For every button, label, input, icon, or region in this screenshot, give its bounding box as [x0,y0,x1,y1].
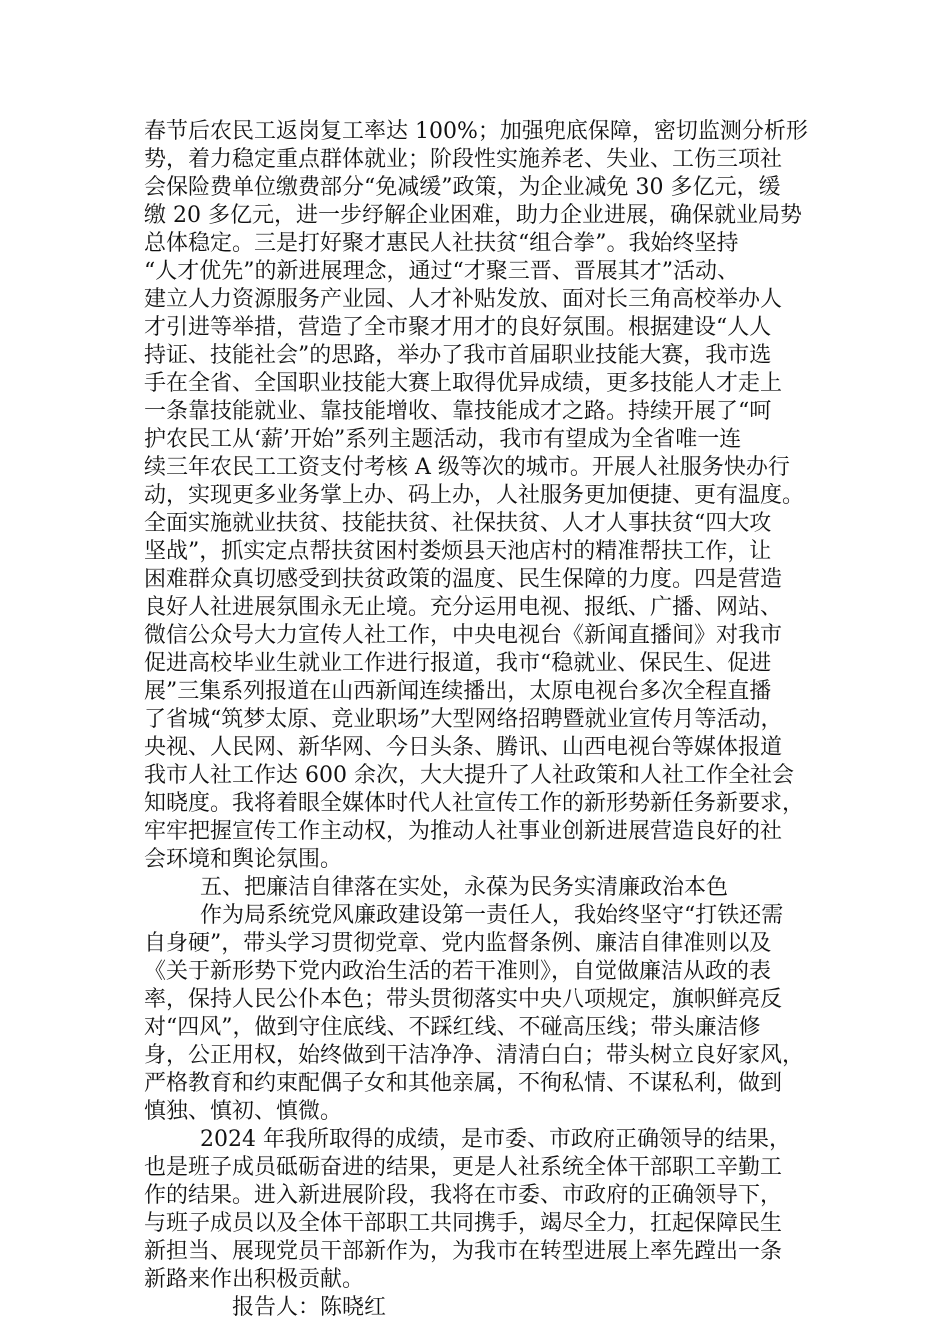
text-line: 我市人社工作达 600 余次，大大提升了人社政策和人社工作全社会 [144,763,794,788]
text-line: 会环境和舆论氛围。 [144,847,343,872]
text-line: 总体稳定。三是打好聚才惠民人社扶贫“组合拳”。我始终坚持 [144,231,739,256]
text-line: 作为局系统党风廉政建设第一责任人，我始终坚守“打铁还需 [200,903,784,928]
text-line: 困难群众真切感受到扶贫政策的温度、民生保障的力度。四是营造 [144,567,783,592]
text-line: 也是班子成员砥砺奋进的结果，更是人社系统全体干部职工辛勤工 [144,1155,783,1180]
text-line: 才引进等举措，营造了全市聚才用才的良好氛围。根据建设“人人 [144,315,772,340]
text-line: 护农民工从‘薪’开始”系列主题活动，我市有望成为全省唯一连 [144,427,742,452]
report-body [144,118,824,1322]
text-line: 央视、人民网、新华网、今日头条、腾讯、山西电视台等媒体报道 [144,735,783,760]
text-line: 动，实现更多业务掌上办、码上办，人社服务更加便捷、更有温度。 [144,483,805,508]
text-line: 一条靠技能就业、靠技能增收、靠技能成才之路。持续开展了“呵 [144,399,772,424]
text-line: 势，着力稳定重点群体就业；阶段性实施养老、失业、工伤三项社 [144,147,783,172]
text-line: 对“四风”，做到守住底线、不踩红线、不碰高压线；带头廉洁修 [144,1015,761,1040]
text-line: 促进高校毕业生就业工作进行报道，我市“稳就业、保民生、促进 [144,651,772,676]
text-line: 自身硬”，带头学习贯彻党章、党内监督条例、廉洁自律准则以及 [144,931,772,956]
text-line: 坚战”，抓实定点帮扶贫困村娄烦县天池店村的精准帮扶工作，让 [144,539,772,564]
text-line: 缴 20 多亿元，进一步纾解企业困难，助力企业进展，确保就业局势 [144,203,802,228]
text-line: “人才优先”的新进展理念，通过“才聚三晋、晋展其才”活动、 [144,259,739,284]
text-line: 慎独、慎初、慎微。 [144,1099,343,1124]
text-line: 良好人社进展氛围永无止境。充分运用电视、报纸、广播、网站、 [144,595,783,620]
text-line: 手在全省、全国职业技能大赛上取得优异成绩，更多技能人才走上 [144,371,783,396]
section-paragraph [144,902,824,1126]
text-line: 严格教育和约束配偶子女和其他亲属，不徇私情、不谋私利，做到 [144,1071,783,1096]
text-line: 持证、技能社会”的思路，举办了我市首届职业技能大赛，我市选 [144,343,772,368]
text-line: 建立人力资源服务产业园、人才补贴发放、面对长三角高校举办人 [144,287,783,312]
text-line: 了省城“筑梦太原、竞业职场”大型网络招聘暨就业宣传月等活动， [144,707,783,732]
text-line: 《关于新形势下党内政治生活的若干准则》，自觉做廉洁从政的表 [144,959,772,984]
text-line: 身，公正用权，始终做到干洁净净、清清白白；带头树立良好家风， [144,1043,805,1068]
text-line: 会保险费单位缴费部分“免减缓”政策，为企业减免 30 多亿元，缓 [144,175,781,200]
closing-paragraph [144,1126,824,1294]
text-line: 新担当、展现党员干部新作为，为我市在转型进展上率先蹚出一条 [144,1239,783,1264]
text-line: 知晓度。我将着眼全媒体时代人社宣传工作的新形势新任务新要求， [144,791,805,816]
text-line: 2024 年我所取得的成绩，是市委、市政府正确领导的结果， [200,1127,791,1152]
text-line: 续三年农民工工资支付考核 A 级等次的城市。开展人社服务快办行 [144,455,790,480]
text-line: 牢牢把握宣传工作主动权，为推动人社事业创新进展营造良好的社 [144,819,783,844]
text-line: 春节后农民工返岗复工率达 100%；加强兜底保障，密切监测分析形 [144,119,808,144]
text-line: 展”三集系列报道在山西新闻连续播出，太原电视台多次全程直播 [144,679,772,704]
text-line: 率，保持人民公仆本色；带头贯彻落实中央八项规定，旗帜鲜亮反 [144,987,783,1012]
text-line: 全面实施就业扶贫、技能扶贫、社保扶贫、人才人事扶贫“四大攻 [144,511,772,536]
text-line: 微信公众号大力宣传人社工作，中央电视台《新闻直播间》对我市 [144,623,783,648]
section-heading: 五、把廉洁自律落在实处，永葆为民务实清廉政治本色 [200,875,729,900]
signature: 报告人：陈晓红 [232,1295,387,1320]
text-line: 新路来作出积极贡献。 [144,1267,365,1292]
text-line: 与班子成员以及全体干部职工共同携手，竭尽全力，扛起保障民生 [144,1211,783,1236]
text-line: 作的结果。进入新进展阶段，我将在市委、市政府的正确领导下， [144,1183,783,1208]
body-paragraph [144,118,824,874]
